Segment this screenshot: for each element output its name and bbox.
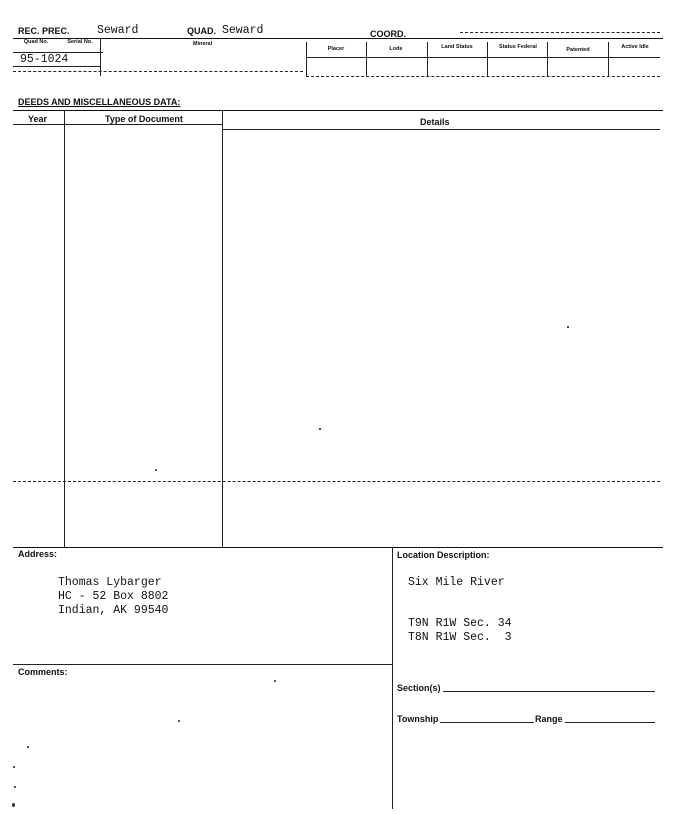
scan-speck (178, 720, 180, 722)
claim-col-divider (427, 42, 428, 76)
quad-serial-number: 95-1024 (20, 53, 69, 66)
comments-top-rule (13, 664, 392, 665)
scan-speck (567, 326, 569, 328)
location-description-label: Location Description: (397, 550, 490, 560)
deeds-top-rule (13, 110, 663, 111)
scan-speck (155, 469, 157, 471)
township-blank-line (440, 722, 534, 723)
col-lode: Lode (389, 46, 403, 52)
claim-col-divider (366, 42, 367, 76)
col-type-of-document: Type of Document (105, 114, 183, 124)
scan-speck (27, 746, 29, 748)
col-active-idle: Active Idle (621, 44, 649, 50)
scan-speck (319, 428, 321, 430)
scan-speck (14, 786, 16, 788)
scan-speck (12, 803, 15, 807)
header-rule (13, 38, 663, 39)
deeds-header-rule-right (223, 129, 660, 130)
col-patented: Patented (566, 47, 590, 53)
deeds-section-title: DEEDS AND MISCELLANEOUS DATA: (18, 97, 181, 107)
col-serial-no: Serial No. (67, 39, 93, 45)
col-details: Details (420, 117, 450, 127)
claim-col-divider (306, 42, 307, 76)
address-line-2: HC - 52 Box 8802 (58, 590, 169, 603)
status-header-rule (306, 57, 660, 58)
address-location-divider (392, 547, 393, 809)
scan-speck (13, 766, 15, 768)
coord-label: COORD. (370, 29, 406, 39)
location-line-2: T9N R1W Sec. 34 (408, 617, 512, 630)
rec-prec-label: REC. PREC. (18, 26, 70, 36)
quad-label: QUAD. (187, 26, 216, 36)
col-year: Year (28, 114, 48, 124)
location-line-1: Six Mile River (408, 576, 505, 589)
scan-speck (274, 680, 276, 682)
deeds-dashed-rule (13, 481, 660, 482)
claim-col-divider (608, 42, 609, 76)
range-blank-line (565, 722, 655, 723)
col-quad-no: Quad No. (23, 39, 49, 45)
col-placer: Placer (327, 46, 345, 52)
claim-col-divider (487, 42, 488, 76)
quad-value: Seward (222, 24, 264, 37)
col-status-federal: Status Federal (499, 44, 537, 50)
address-top-rule (13, 547, 663, 548)
address-label: Address: (18, 549, 58, 559)
deeds-header-rule-left (13, 124, 223, 125)
col-land-status: Land Status (441, 44, 473, 50)
address-line-1: Thomas Lybarger (58, 576, 162, 589)
sections-label: Section(s) (397, 683, 441, 693)
claim-bottom-dashed (13, 71, 303, 72)
comments-label: Comments: (18, 667, 68, 677)
claim-bottom-dashed-right (306, 76, 660, 77)
coord-dashed-line (460, 32, 660, 33)
location-line-3: T8N R1W Sec. 3 (408, 631, 512, 644)
rec-prec-value: Seward (97, 24, 139, 37)
sections-blank-line (443, 691, 655, 692)
address-line-3: Indian, AK 99540 (58, 604, 169, 617)
col-mineral: Mineral (192, 41, 213, 47)
township-label: Township (397, 714, 439, 724)
claim-col-divider (547, 42, 548, 76)
claim-row-rule (13, 66, 100, 67)
range-label: Range (535, 714, 563, 724)
